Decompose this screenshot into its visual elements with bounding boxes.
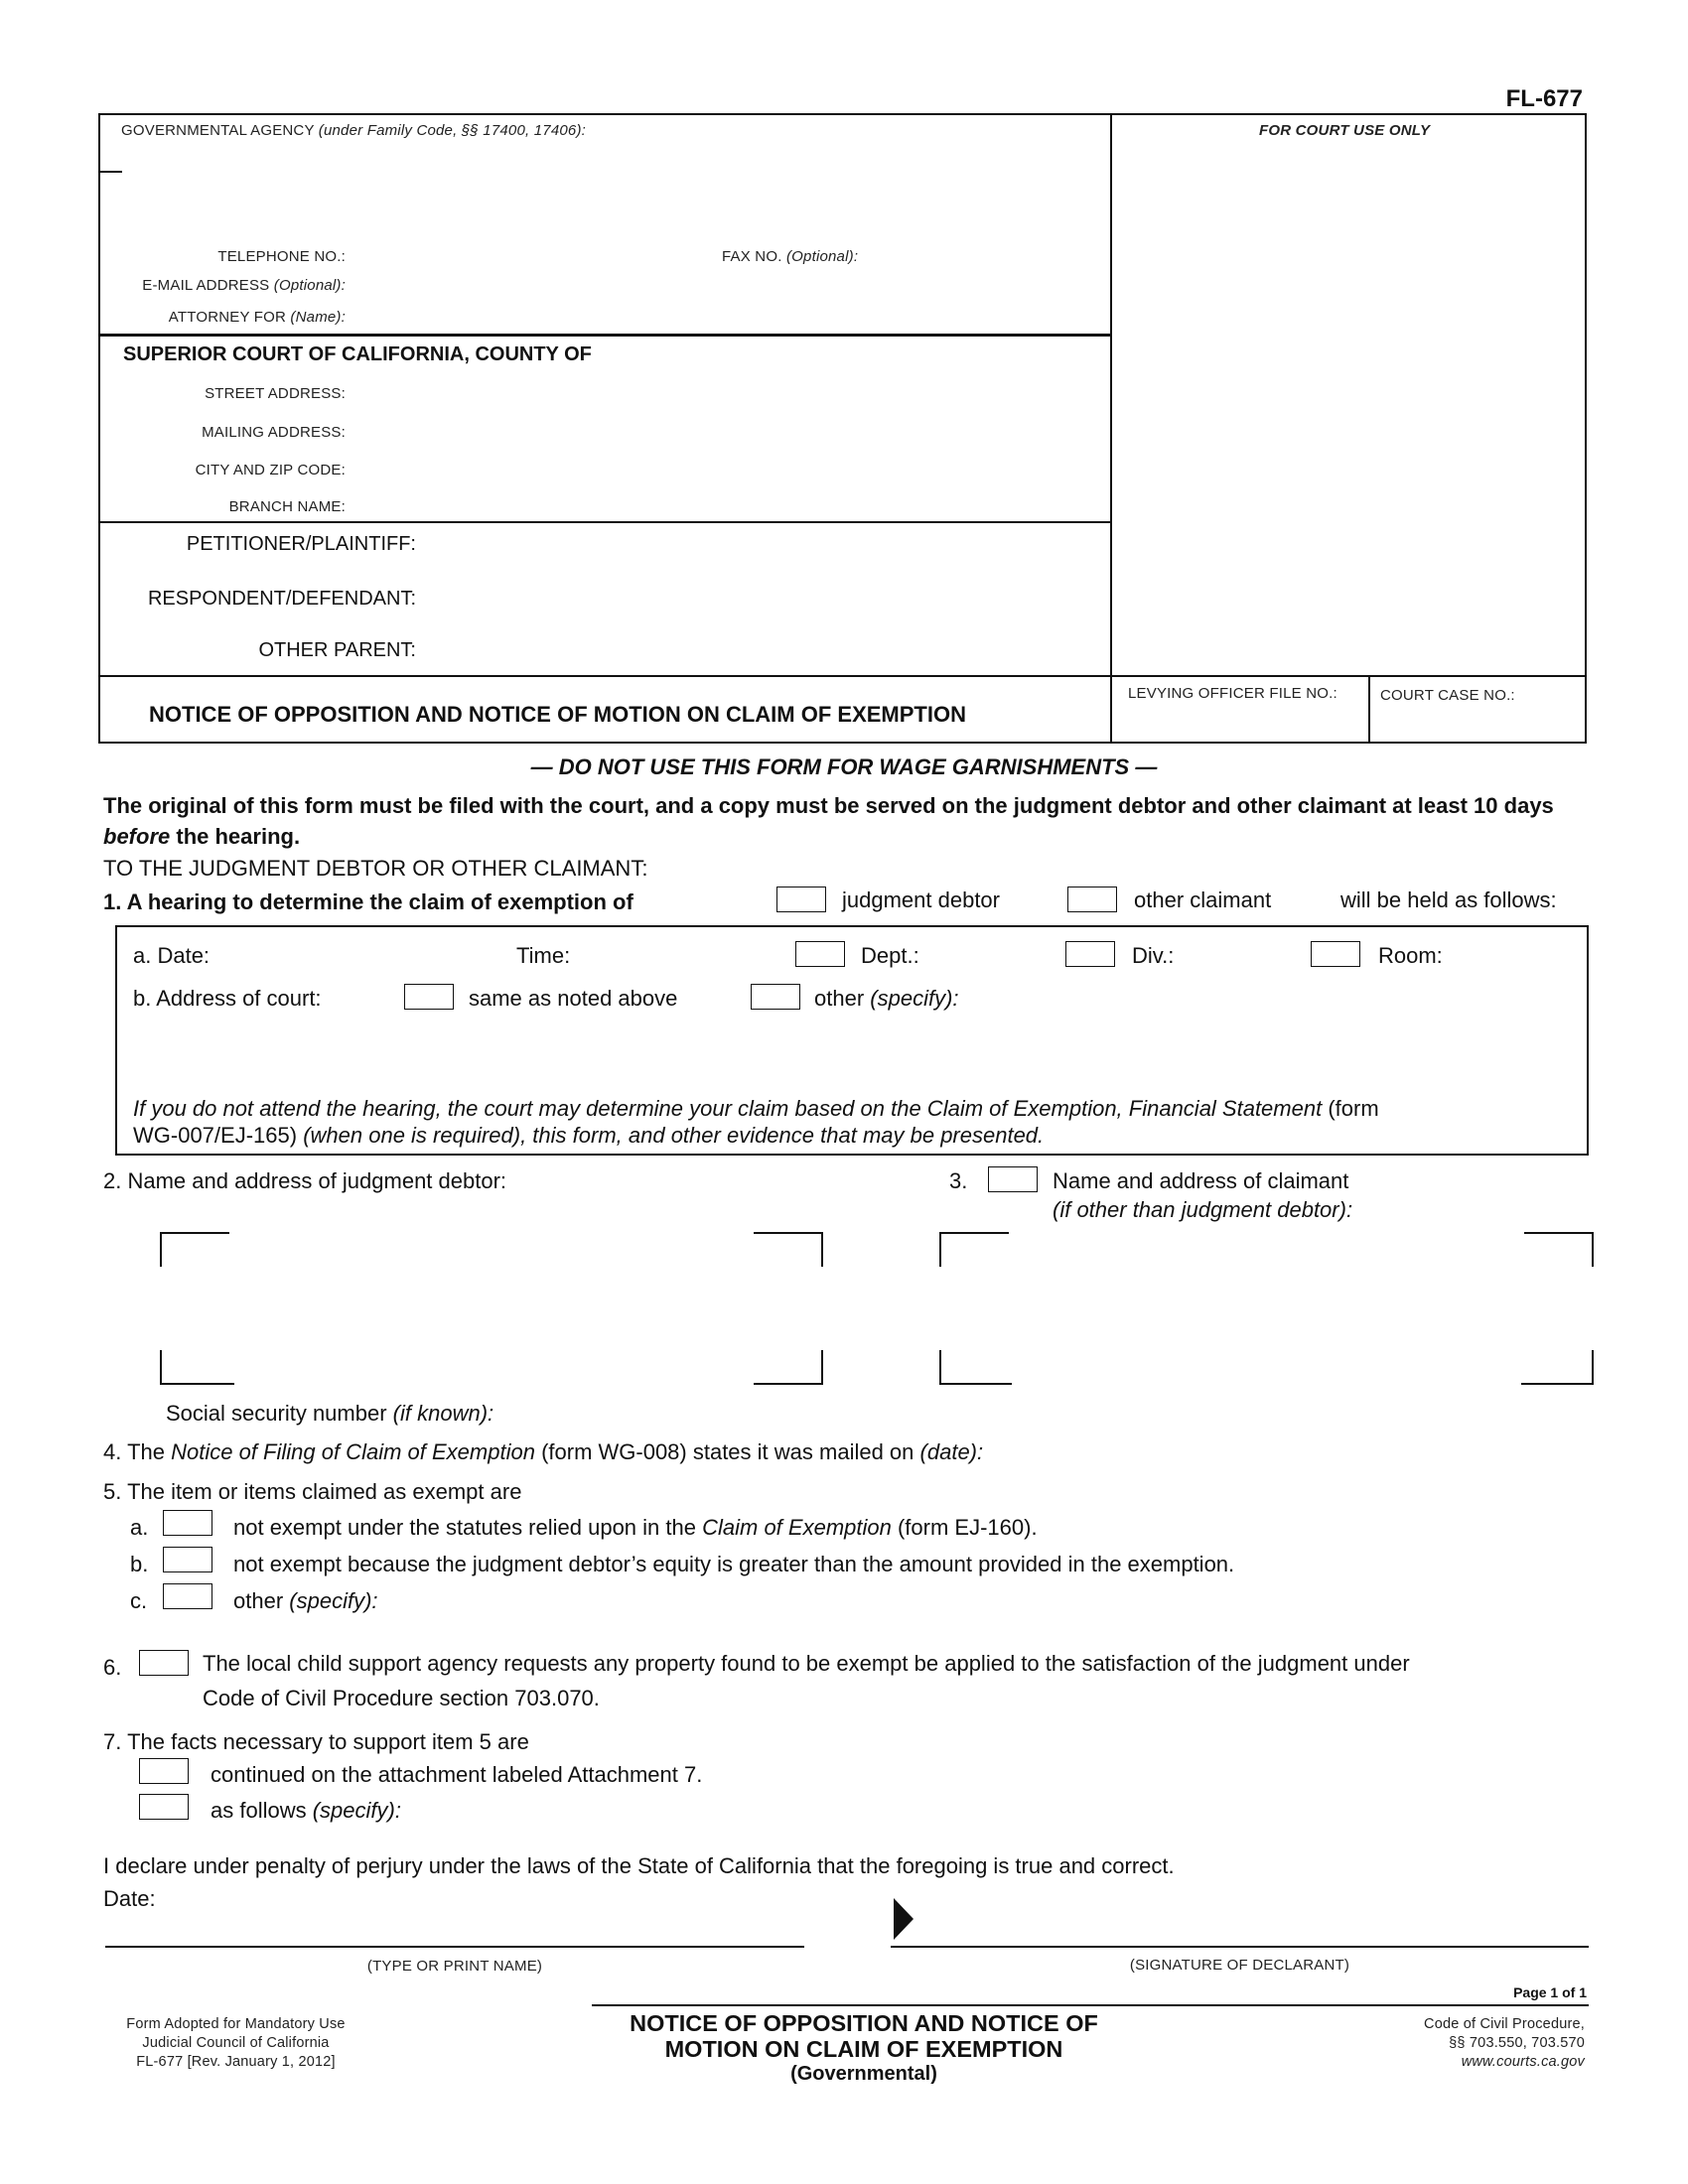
- other-claimant-label: other claimant: [1134, 887, 1272, 912]
- filing-instructions: The original of this form must be filed with the court, and a copy must be served on the judgment debtor and other claimant at least 10 days before the hearing.: [103, 793, 1554, 849]
- email-label: E-MAIL ADDRESS (Optional):: [142, 277, 346, 294]
- footer-title: NOTICE OF OPPOSITION AND NOTICE OF MOTION ON CLAIM OF EXEMPTION: [630, 2010, 1098, 2062]
- div-label: Div.:: [1132, 943, 1175, 968]
- hearing-date-label: a. Date:: [133, 943, 211, 968]
- dept-label: Dept.:: [861, 943, 919, 968]
- item5c-checkbox[interactable]: [163, 1583, 212, 1609]
- item5b-text: not exempt because the judgment debtor’s equity is greater than the amount provided in the exemption.: [233, 1552, 1235, 1576]
- print-name-line[interactable]: [105, 1946, 804, 1948]
- same-as-above-label: same as noted above: [469, 986, 678, 1011]
- court-title: SUPERIOR COURT OF CALIFORNIA, COUNTY OF: [123, 343, 592, 365]
- parties-title-separator: [98, 675, 1587, 677]
- form-number: FL-677: [1505, 85, 1583, 112]
- other-address-checkbox[interactable]: [751, 984, 800, 1010]
- item6-line2: Code of Civil Procedure section 703.070.: [203, 1686, 600, 1710]
- fax-label: FAX NO. (Optional):: [722, 248, 859, 265]
- item1-label: 1. A hearing to determine the claim of exemption of: [103, 889, 633, 914]
- item6-number: 6.: [103, 1655, 122, 1680]
- print-name-label: (TYPE OR PRINT NAME): [366, 1958, 543, 1975]
- footer-adoption-info: Form Adopted for Mandatory Use Judicial Council of California FL-677 [Rev. January 1, 2012]: [126, 2016, 346, 2070]
- perjury-declaration: I declare under penalty of perjury under the laws of the State of California that the foregoing is true and correct.: [103, 1853, 1175, 1878]
- item7-as-follows-checkbox[interactable]: [139, 1794, 189, 1820]
- courts-website-link[interactable]: www.courts.ca.gov: [1461, 2054, 1585, 2070]
- footer-code-references: Code of Civil Procedure, §§ 703.550, 703.570 www.courts.ca.gov: [1424, 2016, 1585, 2070]
- signature-label: (SIGNATURE OF DECLARANT): [1129, 1957, 1350, 1974]
- item7-continued-checkbox[interactable]: [139, 1758, 189, 1784]
- branch-name-label: BRANCH NAME:: [228, 498, 346, 515]
- to-line: TO THE JUDGMENT DEBTOR OR OTHER CLAIMANT:: [103, 856, 648, 881]
- item5a-text: not exempt under the statutes relied upon in the Claim of Exemption (form EJ-160).: [233, 1515, 1038, 1540]
- other-claimant-checkbox[interactable]: [1067, 887, 1117, 912]
- item7-continued-text: continued on the attachment labeled Attachment 7.: [211, 1762, 703, 1787]
- item2-label: 2. Name and address of judgment debtor:: [103, 1168, 507, 1193]
- item7-label: 7. The facts necessary to support item 5 are: [103, 1729, 529, 1754]
- form-title: NOTICE OF OPPOSITION AND NOTICE OF MOTION ON CLAIM OF EXEMPTION: [149, 702, 966, 727]
- item3-label: Name and address of claimant: [1053, 1168, 1349, 1193]
- item5-label: 5. The item or items claimed as exempt are: [103, 1479, 522, 1504]
- room-label: Room:: [1378, 943, 1443, 968]
- item5a-letter: a.: [130, 1515, 149, 1540]
- caption-left-border: [98, 113, 100, 744]
- item5b-letter: b.: [130, 1552, 149, 1576]
- judgment-debtor-label: judgment debtor: [842, 887, 1000, 912]
- hearing-time-label: Time:: [516, 943, 571, 968]
- court-use-label: FOR COURT USE ONLY: [1259, 122, 1431, 139]
- footer-rule: [592, 2004, 1589, 2006]
- agency-court-separator: [98, 334, 1112, 337]
- same-as-above-checkbox[interactable]: [404, 984, 454, 1010]
- item5b-checkbox[interactable]: [163, 1547, 212, 1572]
- agency-dash-mark: [100, 171, 122, 173]
- caption-divider: [1110, 113, 1112, 744]
- other-parent-label: OTHER PARENT:: [258, 639, 416, 661]
- item5c-text: other (specify):: [233, 1588, 378, 1613]
- page-number: Page 1 of 1: [1513, 1984, 1587, 2000]
- ssn-label: Social security number (if known):: [166, 1401, 494, 1426]
- item5a-checkbox[interactable]: [163, 1510, 212, 1536]
- nonattendance-notice: If you do not attend the hearing, the court may determine your claim based on the Claim of Exemption, Financial Statement (form WG-007/EJ-165) (when one is required), this form, and other evidence that may be presented.: [133, 1096, 1379, 1148]
- item3-note: (if other than judgment debtor):: [1053, 1197, 1353, 1222]
- item5c-letter: c.: [130, 1588, 148, 1613]
- caption-top-border: [98, 113, 1587, 115]
- item7-as-follows-text: as follows (specify):: [211, 1798, 401, 1823]
- city-zip-label: CITY AND ZIP CODE:: [195, 462, 346, 478]
- other-address-label: other (specify):: [814, 986, 959, 1011]
- item3-number: 3.: [949, 1168, 968, 1193]
- street-address-label: STREET ADDRESS:: [205, 385, 346, 402]
- attorney-for-label: ATTORNEY FOR (Name):: [168, 309, 346, 326]
- date-label: Date:: [103, 1886, 156, 1911]
- file-case-divider: [1368, 675, 1370, 744]
- respondent-label: RESPONDENT/DEFENDANT:: [147, 588, 416, 610]
- item6-checkbox[interactable]: [139, 1650, 189, 1676]
- signature-arrow-icon: [892, 1896, 915, 1942]
- held-as-follows-label: will be held as follows:: [1340, 887, 1557, 912]
- claimant-checkbox[interactable]: [988, 1166, 1038, 1192]
- div-box[interactable]: [1065, 941, 1115, 967]
- item4-text: 4. The Notice of Filing of Claim of Exemption (form WG-008) states it was mailed on (date):: [103, 1439, 984, 1464]
- address-of-court-label: b. Address of court:: [133, 986, 322, 1011]
- item6-line1: The local child support agency requests any property found to be exempt be applied to the satisfaction of the judgment under: [203, 1651, 1410, 1676]
- caption-bottom-border: [98, 742, 1587, 744]
- court-parties-separator: [98, 521, 1112, 523]
- judgment-debtor-checkbox[interactable]: [776, 887, 826, 912]
- dept-box[interactable]: [795, 941, 845, 967]
- wage-garnishment-warning: — DO NOT USE THIS FORM FOR WAGE GARNISHMENTS —: [530, 754, 1158, 779]
- levying-officer-file-label: LEVYING OFFICER FILE NO.:: [1128, 685, 1337, 702]
- agency-label: GOVERNMENTAL AGENCY (under Family Code, §§ 17400, 17406):: [121, 122, 587, 139]
- court-case-label: COURT CASE NO.:: [1380, 687, 1515, 704]
- footer-subtitle: (Governmental): [790, 2063, 937, 2085]
- caption-right-border: [1585, 113, 1587, 744]
- telephone-label: TELEPHONE NO.:: [217, 248, 346, 265]
- petitioner-label: PETITIONER/PLAINTIFF:: [186, 533, 416, 555]
- mailing-address-label: MAILING ADDRESS:: [202, 424, 346, 441]
- signature-line[interactable]: [891, 1946, 1589, 1948]
- room-box[interactable]: [1311, 941, 1360, 967]
